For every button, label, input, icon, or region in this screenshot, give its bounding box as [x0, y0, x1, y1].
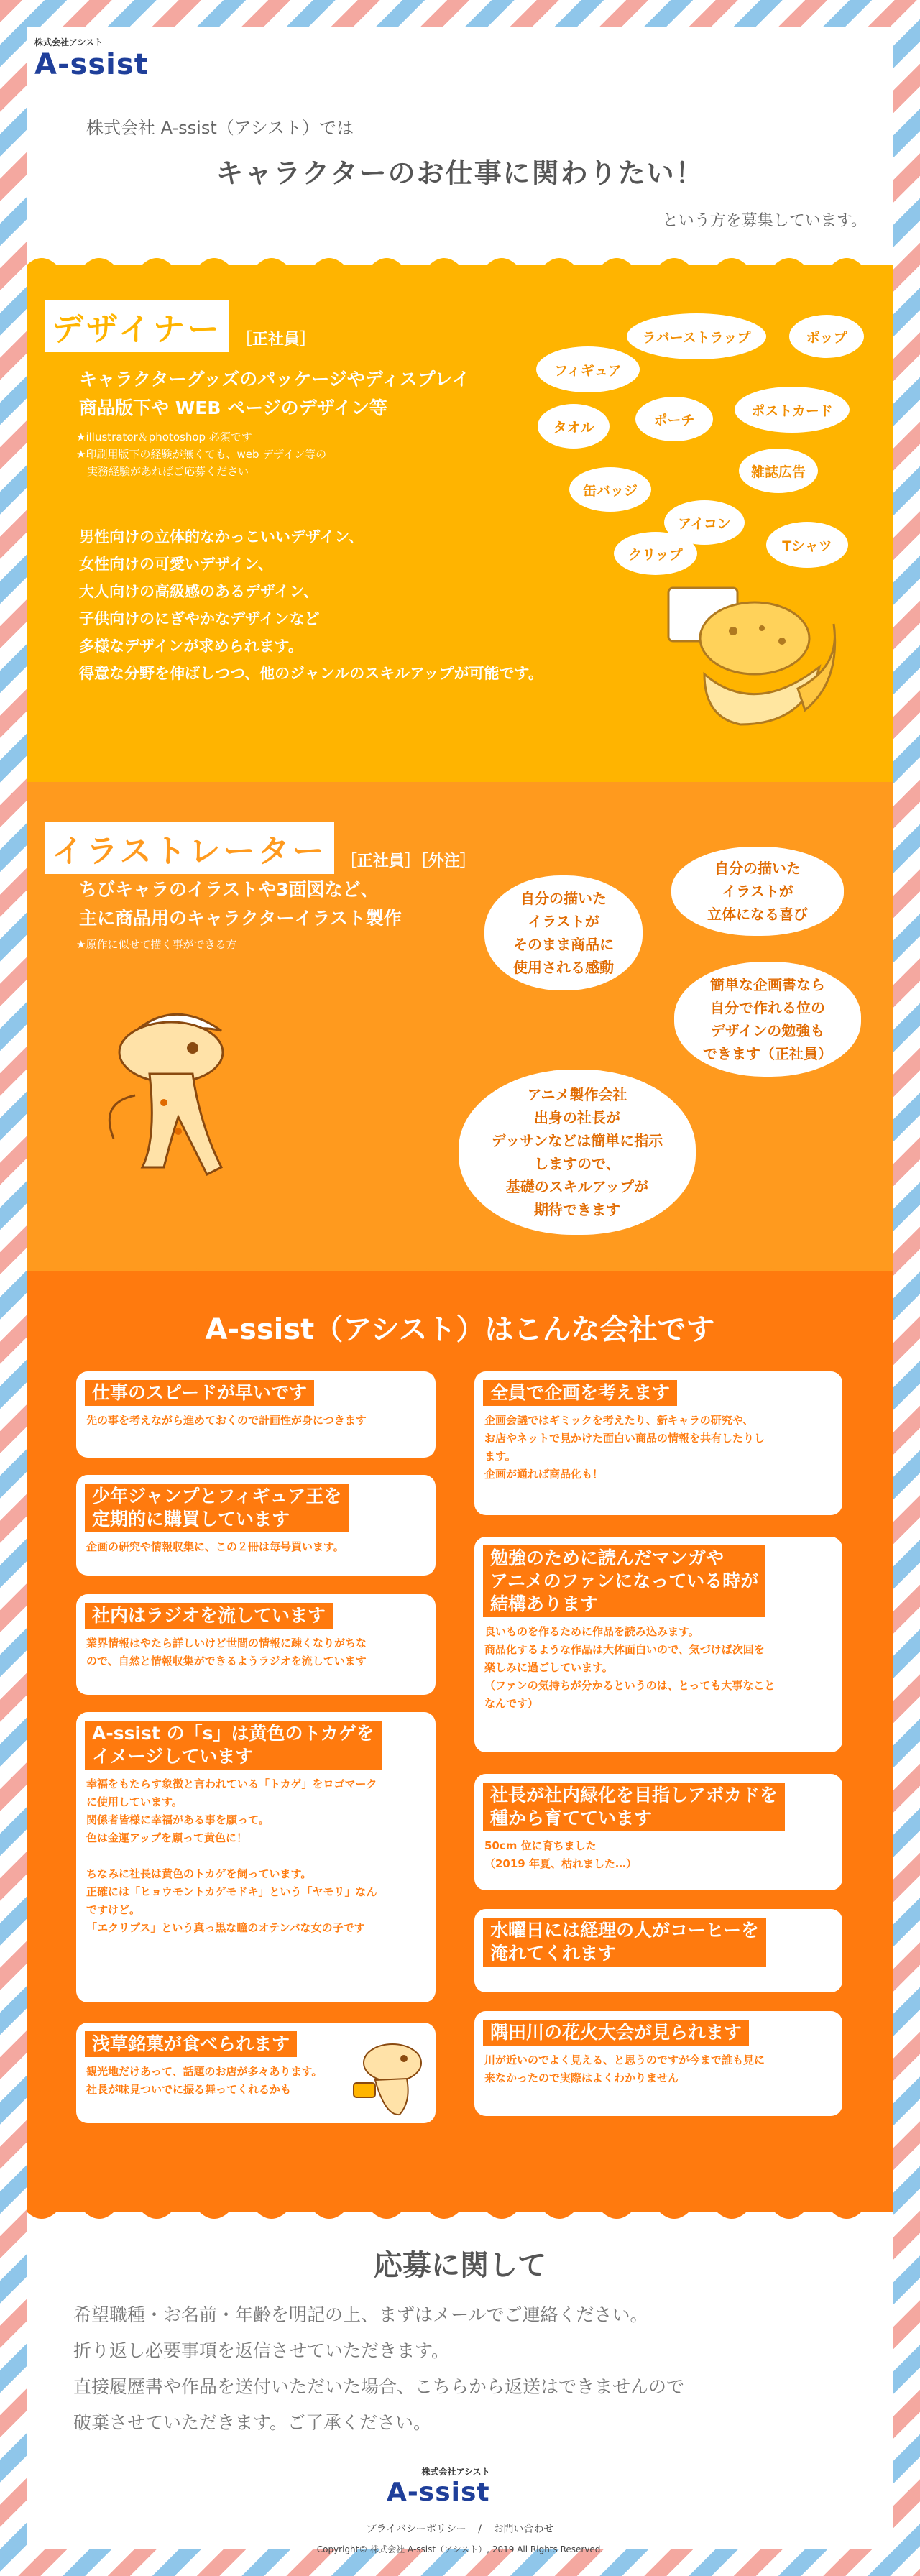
card-body: 先の事を考えながら進めておくので計画性が身につきます: [86, 1414, 367, 1427]
feature-card: [76, 1371, 436, 1458]
bubble-item: ラバーストラップ: [628, 315, 765, 358]
footer-logo[interactable]: [387, 2465, 490, 2507]
lead-line: キャラクターグッズのパッケージやディスプレイ: [79, 369, 470, 390]
card-body: 良いものを作るために作品を読み込みます。 商品化するような作品は大体面白いので、気づけば次回を 楽しみに過ごしています。 （ファンの気持ちが分かるというのは、とっても大事なこと なんです）: [484, 1625, 776, 1710]
feature-card: [474, 1774, 842, 1890]
card-body: 川が近いのでよく見える、と思うのですが今まで誰も見に 来なかったので実際はよくわかりません: [484, 2053, 765, 2084]
description-line: 多様なデザインが求められます。: [79, 638, 303, 655]
illustrator-section: [27, 782, 893, 1271]
page-headline: キャラクターのお仕事に関わりたい！: [216, 157, 704, 189]
feature-card: [474, 1371, 842, 1515]
logo-company-name: 株式会社アシスト: [421, 2467, 490, 2477]
card-body: 業界情報はやたら詳しいけど世間の情報に疎くなりがちな ので、自然と情報収集ができるようラジオを流しています: [86, 1637, 367, 1668]
bubble-item: フィギュア: [538, 348, 638, 391]
designer-employment: ［正社員］: [236, 331, 316, 349]
illustrator-employment: ［正社員］［外注］: [341, 852, 476, 870]
feature-card: [76, 1594, 436, 1695]
bubble-item: Tシャツ: [768, 523, 847, 566]
card-title: 少年ジャンプとフィギュア王を 定期的に購買しています: [85, 1484, 349, 1532]
card-body: 幸福をもたらす象徴と言われている「トカゲ」をロゴマーク に使用しています。 関係者皆様に幸福がある事を願って。 色は金運アップを願って黄色に！ ちなみに社長は黄色のトカゲを飼っています。 正確には「ヒョウモントカゲモドキ」という「ヤモリ」なん ですけど。 「エクリプス」という真っ黒な瞳のオテンバな女の子です: [86, 1777, 377, 1934]
card-title: 水曜日には経理の人がコーヒーを 淹れてくれます: [483, 1918, 766, 1966]
privacy-policy-link[interactable]: プライバシーポリシー: [366, 2524, 466, 2535]
note-line: ★illustrator＆photoshop 必須です: [76, 431, 252, 443]
cloud-bubble: [484, 875, 643, 990]
card-title: 全員で企画を考えます: [483, 1380, 677, 1406]
bubble-item: タオル: [539, 405, 608, 447]
cloud-bubble: [459, 1070, 696, 1235]
cloud-text: 自分の描いた イラストが 立体になる喜び: [707, 860, 808, 923]
description-line: 子供向けのにぎやかなデザインなど: [79, 610, 320, 627]
feature-card: [474, 2011, 842, 2116]
designer-title-block: [45, 300, 316, 352]
recruit-text: という方を募集しています。: [662, 212, 867, 230]
card-title: 仕事のスピードが早いです: [85, 1380, 314, 1406]
cloud-text: 自分の描いた イラストが そのまま商品に 使用される感動: [513, 890, 614, 976]
card-title: 社長が社内緑化を目指しアボカドを 種から育てています: [483, 1782, 785, 1831]
bubble-item: 雑誌広告: [740, 450, 816, 492]
card-body: 企画会議ではギミックを考えたり、新キャラの研究や、 お店やネットで見かけた面白い商品の情報を共有したりし ます。 企画が通れば商品化も！: [484, 1414, 765, 1481]
contact-link[interactable]: お問い合わせ: [493, 2524, 554, 2535]
illustrator-lead: [79, 875, 402, 933]
cloud-text: 簡単な企画書なら 自分で作れる位の デザインの勉強も できます（正社員）: [703, 976, 832, 1062]
logo-text: A-ssist: [34, 48, 149, 81]
lead-line: ちびキャラのイラストや3面図など、: [79, 879, 379, 900]
description-line: 大人向けの高級感のあるデザイン、: [79, 583, 318, 600]
content-area: [27, 27, 893, 2554]
card-title: A-ssist の「s」は黄色のトカゲを イメージしています: [85, 1721, 382, 1770]
feature-card: [76, 1712, 436, 2002]
footer-links: [27, 2521, 893, 2536]
designer-lead: [79, 365, 470, 423]
apply-line: 折り返し必要事項を返信させていただきます。: [73, 2340, 450, 2361]
lead-line: 商品版下や WEB ページのデザイン等: [79, 397, 387, 418]
apply-line: 直接履歴書や作品を送付いただいた場合、こちらから返送はできませんので: [73, 2376, 685, 2397]
lizard-snack-illustration: [349, 2037, 428, 2119]
logo-text: A-ssist: [387, 2478, 490, 2507]
description-line: 得意な分野を伸ばしつつ、他のジャンルのスキルアップが可能です。: [79, 665, 543, 682]
illustrator-title-block: [45, 822, 476, 874]
copyright: Copyright© 株式会社 A-ssist（アシスト）, 2019 All Rights Reserved.: [316, 2544, 604, 2554]
company-section: [27, 1271, 893, 2212]
designer-description: [79, 523, 543, 687]
cloud-bubble: [674, 962, 861, 1077]
cloud-text: アニメ製作会社 出身の社長が デッサンなどは簡単に指示 しますので、 基礎のスキルアップが 期待できます: [491, 1086, 663, 1218]
lizard-illustrator-illustration: [85, 995, 257, 1189]
illustrator-note: ★原作に似せて描く事ができる方: [76, 938, 237, 951]
wave-divider: [27, 252, 893, 277]
bubble-item: ポストカード: [736, 388, 848, 431]
wave-divider: [27, 2199, 893, 2225]
card-body: 企画の研究や情報収集に、この２冊は毎号買います。: [86, 1540, 344, 1553]
apply-body: [73, 2297, 684, 2441]
illustrator-title: イラストレーター: [45, 822, 334, 874]
logo-company-name: 株式会社アシスト: [34, 37, 104, 47]
feature-card: [76, 1475, 436, 1576]
bubble-item: ポーチ: [637, 398, 712, 440]
apply-line: 希望職種・お名前・年齢を明記の上、まずはメールでご連絡ください。: [73, 2304, 648, 2325]
bubble-item: 缶バッジ: [571, 469, 650, 510]
feature-card: [474, 1909, 842, 1992]
designer-title: デザイナー: [45, 300, 229, 352]
lizard-designer-illustration: [661, 581, 848, 732]
cloud-bubble: [671, 847, 844, 936]
bubble-item: クリップ: [615, 533, 696, 574]
feature-card: [76, 2023, 436, 2123]
bubble-item: ポップ: [791, 316, 862, 356]
feature-card: [474, 1537, 842, 1752]
note-line: 実務経験があればご応募ください: [76, 465, 249, 478]
designer-section: [27, 264, 893, 782]
company-section-title: A-ssist（アシスト）はこんな会社です: [205, 1313, 715, 1346]
card-title: 隅田川の花火大会が見られます: [483, 2020, 749, 2046]
apply-title: 応募に関して: [374, 2249, 546, 2282]
card-title: 浅草銘菓が食べられます: [85, 2031, 297, 2057]
note-line: ★印刷用版下の経験が無くても、web デザイン等の: [76, 448, 327, 461]
intro-text: 株式会社 A-ssist（アシスト）では: [86, 118, 354, 138]
card-body: 50cm 位に育ちました （2019 年夏、枯れました…）: [484, 1839, 637, 1870]
description-line: 女性向けの可愛いデザイン、: [79, 556, 273, 573]
apply-line: 破棄させていただきます。ご了承ください。: [73, 2412, 432, 2433]
designer-notes: [76, 428, 326, 480]
card-title: 勉強のために読んだマンガや アニメのファンになっている時が 結構あります: [483, 1545, 765, 1617]
bubble-item: アイコン: [666, 502, 743, 543]
card-title: 社内はラジオを流しています: [85, 1603, 333, 1629]
description-line: 男性向けの立体的なかっこいいデザイン、: [79, 528, 364, 546]
lead-line: 主に商品用のキャラクターイラスト製作: [79, 908, 402, 929]
card-body: 観光地だけあって、話題のお店が多々あります。 社長が味見ついでに振る舞ってくれるかも: [86, 2065, 323, 2096]
footer-separator: /: [478, 2524, 482, 2535]
site-logo[interactable]: [34, 36, 149, 81]
